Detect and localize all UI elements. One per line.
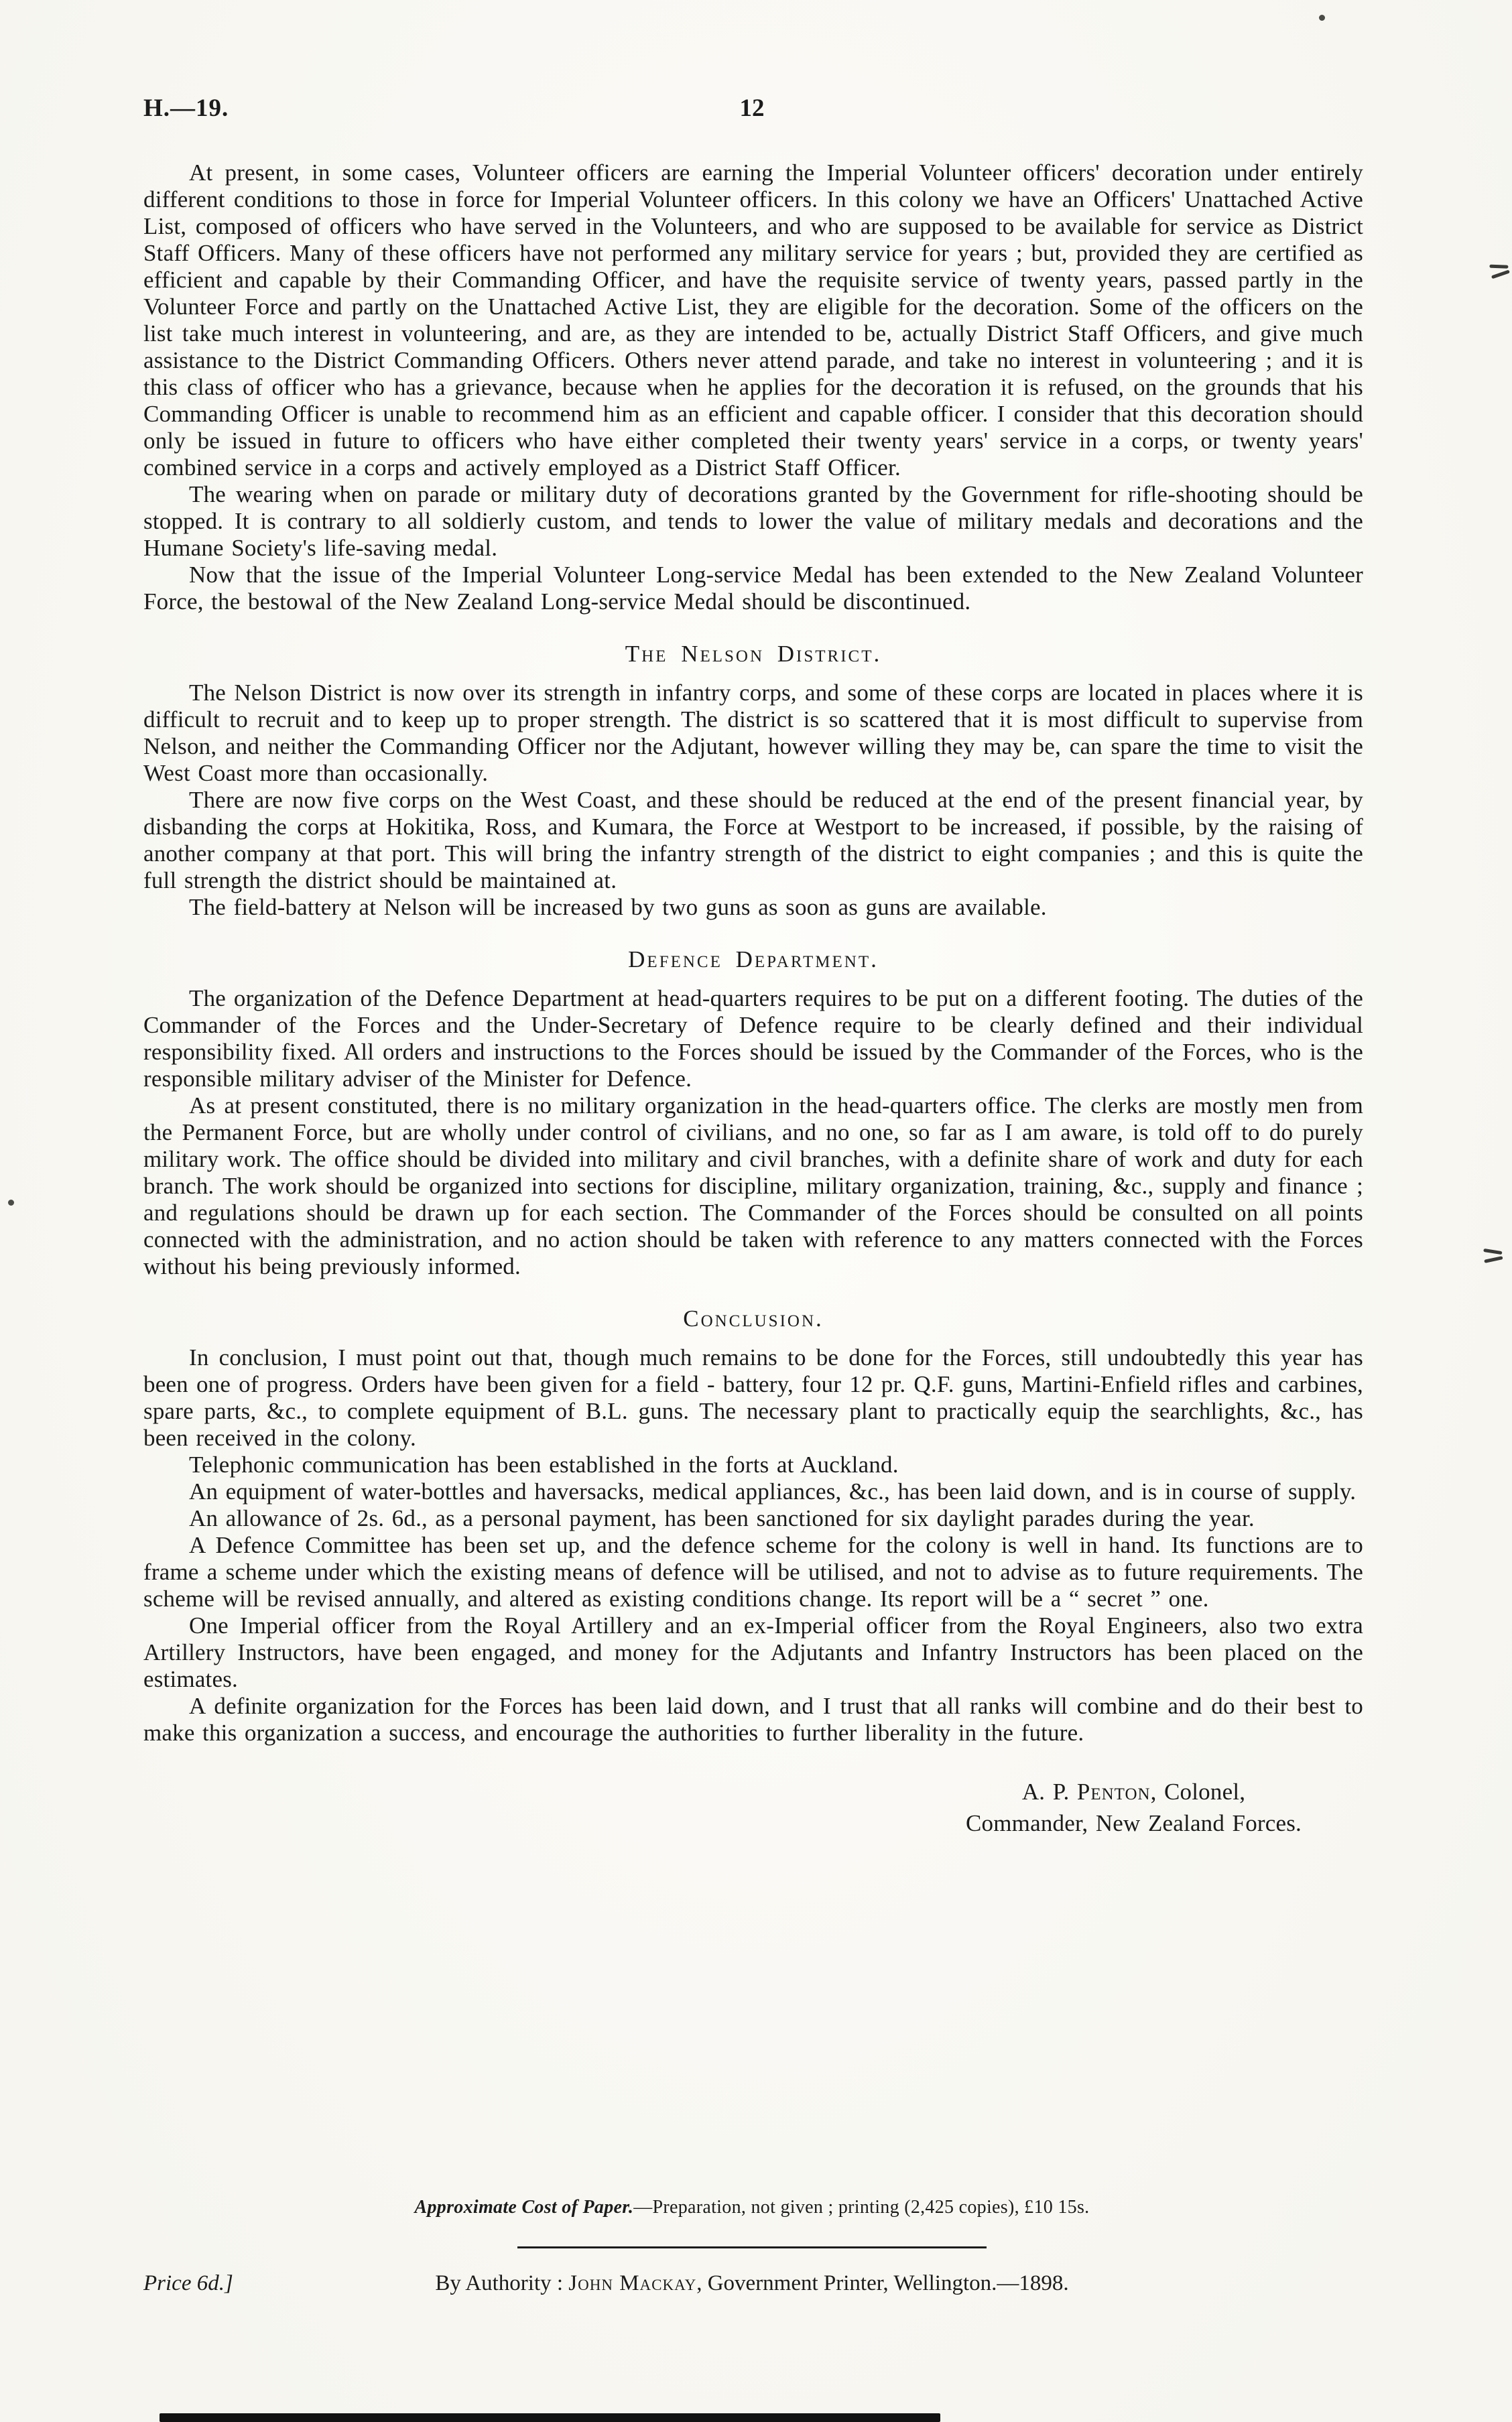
footer-rule [517,2246,987,2248]
price-label: Price 6d.] [143,2271,233,2295]
signature-block [966,1776,1302,1839]
page-footer [143,2197,1361,2296]
imprint-line [143,2271,1361,2296]
scan-artifact [1319,15,1325,21]
authority-line [435,2271,1068,2295]
paragraph-rifle-shooting-decorations: The wearing when on parade or military duty of decorations granted by the Government for rifle-shooting should be stopped. It is contrary to all soldierly custom, and tends to lower the value of military medals and decorations and the Humane Society's life-saving medal. [143,481,1363,561]
signature-rank: , Colonel, [1150,1779,1246,1805]
scan-artifact [8,1200,14,1206]
paragraph-volunteer-decoration: At present, in some cases, Volunteer officers are earning the Imperial Volunteer officers' decoration under entirely different conditions to those in force for Imperial Volunteer officers. In this colony we have an Officers' Unattached Active List, composed of officers who have served in the Volunteers, and who are supposed to be available for service as District Staff Officers. Many of these officers have not performed any military service for years ; but, provided they are certified as efficient and capable by their Commanding Officer, and have the requisite service of twenty years, passed partly in the Volunteer Force and partly on the Unattached Active List, they are eligible for the decoration. Some of the officers on the list take much interest in volunteering, and are, as they are intended to be, actually District Staff Officers, and give much assistance to the District Commanding Officers. Others never attend parade, and take no interest in volunteering ; and it is this class of officer who has a grievance, because when he applies for the decoration it is refused, on the grounds that his Commanding Officer is unable to recommend him as an efficient and capable officer. I consider that this decoration should only be issued in future to officers who have either completed their twenty years' service in a corps, or twenty years' combined service in a corps and actively employed as a District Staff Officer. [143,160,1363,481]
cost-note-text: —Preparation, not given ; printing (2,425 copies), £10 15s. [633,2197,1090,2218]
signature-name-initials: A. P. [1021,1779,1077,1805]
paragraph-headquarters-office: As at present constituted, there is no military organization in the head-quarters office. The clerks are mostly men from the Permanent Force, but are wholly under control of civilians, and no one, so far as I am aware, is told off to do purely military work. The office should be divided into military and civil branches, with a definite share of work and duty for each branch. The work should be organized into sections for discipline, military organization, training, &c., supply and finance ; and regulations should be drawn up for each section. The Commander of the Forces should be consulted on all points connected with the administration, and no action should be taken with reference to any matters connected with the Forces without his being previously informed. [143,1092,1363,1279]
document-body [143,160,1363,1839]
running-head [143,94,1361,126]
scan-edge-artifact [160,2413,940,2422]
printer-name: John Mackay [568,2271,697,2295]
paragraph-conclusion-progress: In conclusion, I must point out that, though much remains to be done for the Forces, still undoubtedly this year has been one of progress. Orders have been given for a field - battery, four 12 pr. Q.F. guns, Martini-Enfield rifles and carbines, spare parts, &c., to complete equipment of B.L. guns. The necessary plant to practically equip the searchlights, &c., has been received in the colony. [143,1344,1363,1451]
document-reference: H.—19. [143,94,229,122]
paragraph-imperial-officers: One Imperial officer from the Royal Artillery and an ex-Imperial officer from the Royal Engineers, also two extra Artillery Instructors, have been engaged, and money for the Adjutants and Infantry Instructors has been placed on the estimates. [143,1612,1363,1692]
authority-suffix: , Government Printer, Wellington.—1898. [696,2271,1069,2295]
heading-conclusion: Conclusion. [683,1305,824,1332]
paragraph-long-service-medal: Now that the issue of the Imperial Volunteer Long-service Medal has been extended to the New Zealand Volunteer Force, the bestowal of the New Zealand Long-service Medal should be discontinued. [143,562,1363,615]
signature-surname: Penton [1076,1779,1151,1805]
heading-defence-department: Defence Department. [628,946,879,972]
scan-artifact [1489,259,1511,283]
paragraph-definite-organization: A definite organization for the Forces has been laid down, and I trust that all ranks will combine and do their best to make this organization a success, and encourage the authorities to further liberality in the future. [143,1693,1363,1746]
signature-title: Commander, New Zealand Forces. [966,1810,1302,1836]
paragraph-water-bottles-equipment: An equipment of water-bottles and haversacks, medical appliances, &c., has been laid down, and is in course of supply. [189,1478,1357,1505]
authority-prefix: By Authority : [435,2271,569,2295]
paragraph-defence-organization: The organization of the Defence Department at head-quarters requires to be put on a different footing. The duties of the Commander of the Forces and the Under-Secretary of Defence require to be clearly defined and their individual responsibility fixed. All orders and instructions to the Forces should be issued by the Commander of the Forces, who is the responsible military adviser of the Minister for Defence. [143,985,1363,1092]
paragraph-nelson-field-battery: The field-battery at Nelson will be increased by two guns as soon as guns are available. [189,894,1047,920]
scan-artifact [1483,1246,1504,1267]
signature-name [966,1776,1302,1807]
cost-note-label: Approximate Cost of Paper. [414,2197,634,2218]
page-number: 12 [739,94,765,122]
paragraph-telephonic-communication: Telephonic communication has been established in the forts at Auckland. [189,1452,899,1478]
paragraph-defence-committee: A Defence Committee has been set up, and the defence scheme for the colony is well in hand. Its functions are to frame a scheme under which the existing means of defence will be utilised, and not to advise as to future requirements. The scheme will be revised annually, and altered as existing conditions change. Its report will be a “ secret ” one. [143,1532,1363,1612]
paragraph-daylight-parade-allowance: An allowance of 2s. 6d., as a personal payment, has been sanctioned for six daylight parades during the year. [189,1505,1255,1531]
paragraph-nelson-strength: The Nelson District is now over its strength in infantry corps, and some of these corps are located in places where it is difficult to recruit and to keep up to proper strength. The district is so scattered that it is most difficult to supervise from Nelson, and neither the Commanding Officer nor the Adjutant, however willing they may be, can spare the time to visit the West Coast more than occasionally. [143,680,1363,786]
heading-nelson-district: The Nelson District. [625,641,882,667]
cost-note [143,2197,1361,2218]
paragraph-west-coast-corps: There are now five corps on the West Coast, and these should be reduced at the end of the present financial year, by disbanding the corps at Hokitika, Ross, and Kumara, the Force at Westport to be increased, if possible, by the raising of another company at that port. This will bring the infantry strength of the district to eight companies ; and this is quite the full strength the district should be maintained at. [143,787,1363,893]
